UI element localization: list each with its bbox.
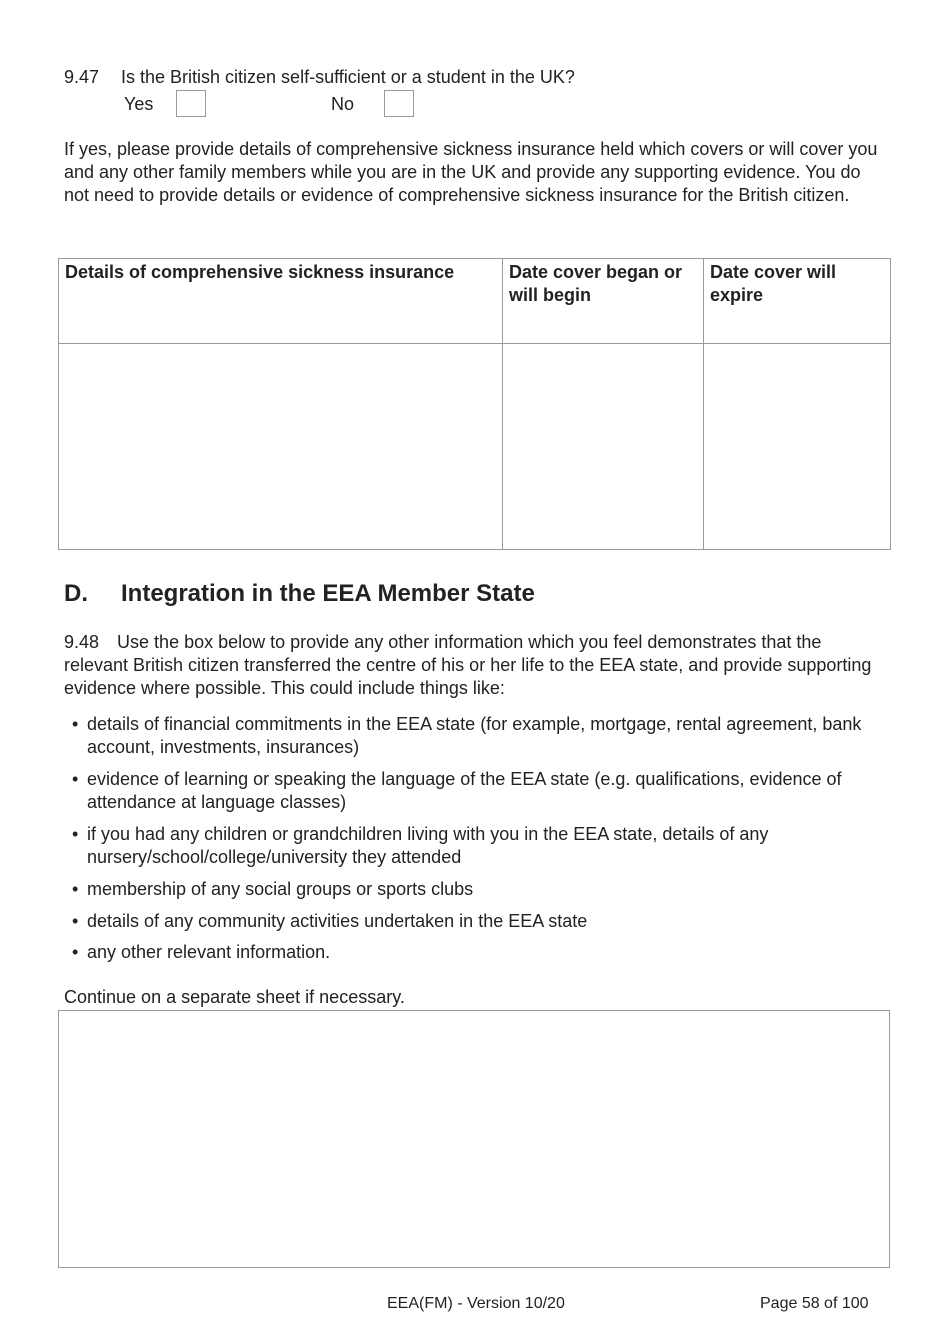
footer-page-number: Page 58 of 100 [760,1295,869,1312]
footer-version: EEA(FM) - Version 10/20 [387,1295,565,1312]
insurance-instructions: If yes, please provide details of comprehensive sickness insurance held which covers or will cover you and any other family members while you are in the UK and provide any supporting evidence. You do not need to provide details or evidence of comprehensive sickness insurance for the British citizen. [64,139,878,205]
question-948-intro [64,631,879,700]
insurance-details-cell[interactable] [59,344,503,550]
header-date-expire: Date cover will expire [704,259,891,344]
header-date-began: Date cover began or will begin [503,259,704,344]
yes-checkbox[interactable] [176,90,206,117]
question-text: Use the box below to provide any other information which you feel demonstrates that the relevant British citizen transferred the centre of his or her life to the EEA state, and provide supporting evidence where possible. This could include things like: [64,632,872,698]
yes-label: Yes [124,94,154,114]
section-letter: D. [64,580,88,607]
header-insurance-details: Details of comprehensive sickness insurance [59,259,503,344]
date-began-cell[interactable] [503,344,704,550]
no-label: No [331,94,355,114]
question-number: 9.47 [64,67,100,87]
integration-answer-box[interactable] [58,1010,890,1268]
question-number: 9.48 [64,632,100,652]
continue-note: Continue on a separate sheet if necessary. [64,987,405,1007]
section-title: Integration in the EEA Member State [121,580,535,607]
table-row [59,344,891,550]
date-expire-cell[interactable] [704,344,891,550]
insurance-table [58,258,891,550]
table-header-row [59,259,891,344]
question-text: Is the British citizen self-sufficient or a student in the UK? [121,67,575,87]
no-checkbox[interactable] [384,90,414,117]
